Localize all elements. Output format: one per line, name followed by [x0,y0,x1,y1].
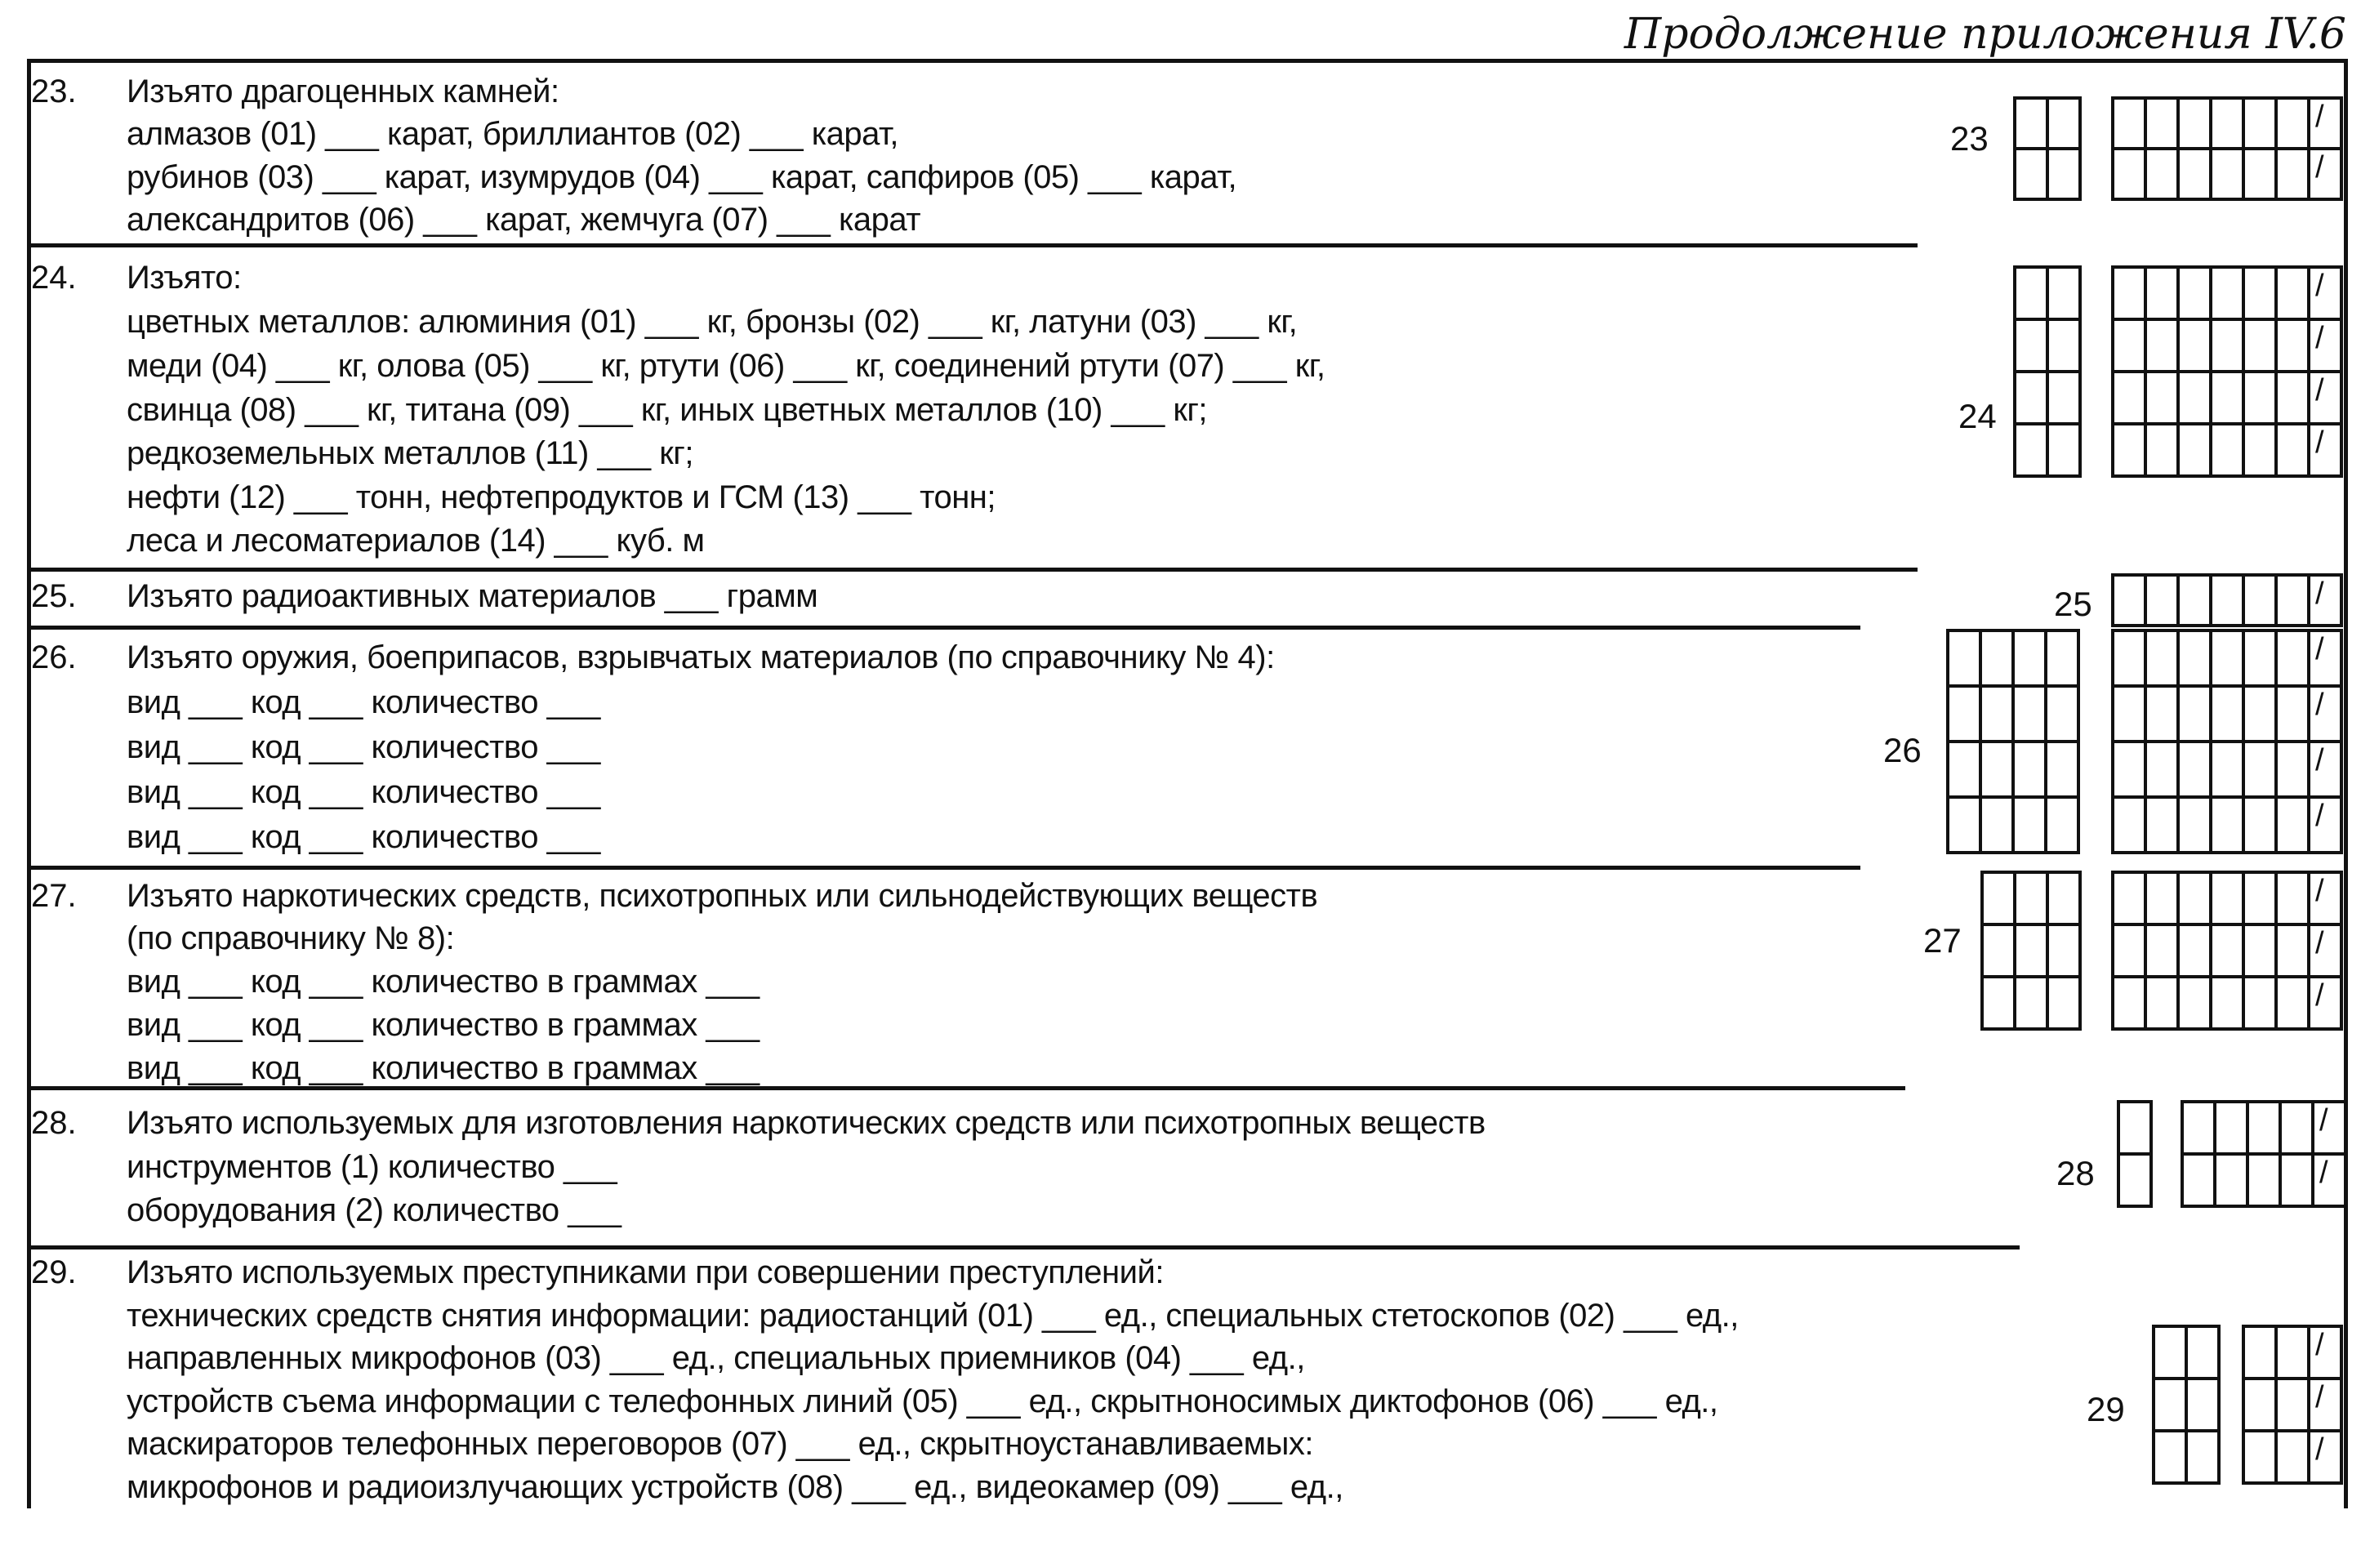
value-cell[interactable] [2180,874,2212,926]
section-line: устройств съема информации с телефонных линий (05) ___ ед., скрытноносимых диктофонов (06) ___ ед., [127,1383,1718,1419]
value-cell[interactable] [2114,100,2147,150]
code-cell[interactable] [2015,632,2047,688]
value-cell[interactable] [2212,321,2245,373]
separator-25-26 [27,626,1860,630]
section-number: 23. [31,74,77,109]
value-cell[interactable] [2147,688,2180,743]
value-cell[interactable] [2147,100,2180,150]
code-cell[interactable] [2016,926,2049,978]
frame-right-border [2344,59,2348,1508]
code-cell[interactable] [2016,100,2049,150]
section-line: редкоземельных металлов (11) ___ кг; [127,435,693,471]
code-cell[interactable] [2120,1156,2153,1208]
section-line: александритов (06) ___ карат, жемчуга (07) ___ карат [127,202,921,238]
code-grid-large [2111,265,2343,478]
value-cell[interactable] [2310,926,2343,978]
value-cell[interactable] [2114,373,2147,425]
section-line: микрофонов и радиоизлучающих устройств (08) ___ ед., видеокамер (09) ___ ед., [127,1469,1343,1505]
section-line: маскираторов телефонных переговоров (07) ___ ед., скрытноустанавливаемых: [127,1426,1314,1462]
value-cell[interactable] [2212,269,2245,321]
value-cell[interactable] [2184,1156,2216,1208]
code-cell[interactable] [1982,688,2015,743]
code-cell[interactable] [2120,1103,2153,1156]
value-cell[interactable] [2282,1156,2314,1208]
value-cell[interactable] [2114,632,2147,688]
value-cell[interactable] [2114,577,2147,627]
value-cell[interactable] [2245,100,2278,150]
value-cell[interactable] [2310,743,2343,799]
section-line: направленных микрофонов (03) ___ ед., специальных приемников (04) ___ ед., [127,1340,1305,1376]
code-grid-large [2181,1100,2347,1208]
code-cell[interactable] [2049,926,2082,978]
code-cell[interactable] [2016,874,2049,926]
code-cell[interactable] [1982,632,2015,688]
value-cell[interactable] [2245,373,2278,425]
value-cell[interactable] [2114,688,2147,743]
code-cell[interactable] [2016,425,2049,478]
value-cell[interactable] [2180,269,2212,321]
value-cell[interactable] [2278,978,2310,1031]
code-grid-small [2152,1325,2221,1485]
code-cell[interactable] [1984,978,2016,1031]
section-line: (по справочнику № 8): [127,920,455,956]
code-cell[interactable] [2049,373,2082,425]
section-line: вид ___ код ___ количество ___ [127,729,600,765]
value-cell[interactable] [2314,1103,2347,1156]
value-cell[interactable] [2212,577,2245,627]
code-cell[interactable] [2188,1328,2221,1380]
code-cell[interactable] [2155,1432,2188,1485]
value-cell[interactable] [2212,978,2245,1031]
value-cell[interactable] [2310,1432,2343,1485]
value-cell[interactable] [2245,799,2278,854]
section-line: Изъято оружия, боеприпасов, взрывчатых материалов (по справочнику № 4): [127,639,1275,675]
section-line: меди (04) ___ кг, олова (05) ___ кг, ртути (06) ___ кг, соединений ртути (07) ___ кг, [127,348,1325,384]
code-box-label: 25 [2054,585,2092,623]
section-line: Изъято радиоактивных материалов ___ грамм [127,578,818,614]
value-cell[interactable] [2216,1103,2249,1156]
value-cell[interactable] [2278,1432,2310,1485]
value-cell[interactable] [2314,1156,2347,1208]
code-cell[interactable] [2016,321,2049,373]
section-line: вид ___ код ___ количество в граммах ___ [127,1050,760,1086]
value-cell[interactable] [2245,978,2278,1031]
value-cell[interactable] [2212,926,2245,978]
section-number: 26. [31,639,77,675]
value-cell[interactable] [2278,100,2310,150]
frame-top-border [27,59,2348,63]
code-cell[interactable] [2049,425,2082,478]
code-box-label: 29 [2087,1390,2125,1428]
code-cell[interactable] [2047,688,2080,743]
section-number: 24. [31,260,77,296]
value-cell[interactable] [2245,1380,2278,1432]
value-cell[interactable] [2114,321,2147,373]
value-cell[interactable] [2245,269,2278,321]
code-grid-small [2117,1100,2153,1208]
code-cell[interactable] [2015,688,2047,743]
code-grid-large [2111,96,2343,201]
section-line: технических средств снятия информации: радиостанций (01) ___ ед., специальных стетоскопов (02) ___ ед., [127,1298,1739,1334]
section-number: 29. [31,1254,77,1290]
code-cell[interactable] [1982,799,2015,854]
value-cell[interactable] [2147,150,2180,201]
code-cell[interactable] [2188,1380,2221,1432]
code-cell[interactable] [2049,150,2082,201]
value-cell[interactable] [2249,1156,2282,1208]
code-grid-large [2111,871,2343,1031]
code-cell[interactable] [2049,978,2082,1031]
value-cell[interactable] [2180,100,2212,150]
code-cell[interactable] [1984,926,2016,978]
separator-24-25 [27,568,1918,572]
code-grid-large [2111,629,2343,854]
value-cell[interactable] [2147,269,2180,321]
value-cell[interactable] [2114,150,2147,201]
value-cell[interactable] [2212,688,2245,743]
value-cell[interactable] [2245,577,2278,627]
section-line: инструментов (1) количество ___ [127,1149,617,1185]
value-cell[interactable] [2278,425,2310,478]
section-line: цветных металлов: алюминия (01) ___ кг, бронзы (02) ___ кг, латуни (03) ___ кг, [127,304,1298,340]
code-cell[interactable] [2188,1432,2221,1485]
value-cell[interactable] [2278,926,2310,978]
value-cell[interactable] [2278,874,2310,926]
value-cell[interactable] [2212,425,2245,478]
value-cell[interactable] [2212,373,2245,425]
value-cell[interactable] [2114,926,2147,978]
code-cell[interactable] [1984,874,2016,926]
section-line: Изъято драгоценных камней: [127,74,559,109]
code-cell[interactable] [1949,632,1982,688]
value-cell[interactable] [2114,743,2147,799]
value-cell[interactable] [2180,425,2212,478]
value-cell[interactable] [2180,321,2212,373]
code-cell[interactable] [2049,269,2082,321]
value-cell[interactable] [2245,688,2278,743]
value-cell[interactable] [2310,799,2343,854]
code-cell[interactable] [1949,688,1982,743]
value-cell[interactable] [2245,150,2278,201]
value-cell[interactable] [2310,150,2343,201]
code-box-label: 28 [2056,1154,2095,1192]
section-number: 28. [31,1105,77,1141]
code-grid-small [2013,265,2082,478]
code-cell[interactable] [2047,632,2080,688]
value-cell[interactable] [2310,874,2343,926]
value-cell[interactable] [2278,1328,2310,1380]
value-cell[interactable] [2114,874,2147,926]
value-cell[interactable] [2278,269,2310,321]
code-grid-small [2013,96,2082,201]
value-cell[interactable] [2245,743,2278,799]
value-cell[interactable] [2278,373,2310,425]
code-cell[interactable] [2049,874,2082,926]
value-cell[interactable] [2278,321,2310,373]
value-cell[interactable] [2310,577,2343,627]
code-cell[interactable] [2016,373,2049,425]
section-line: вид ___ код ___ количество в граммах ___ [127,964,760,1000]
value-cell[interactable] [2278,577,2310,627]
value-cell[interactable] [2114,978,2147,1031]
value-cell[interactable] [2282,1103,2314,1156]
value-cell[interactable] [2180,978,2212,1031]
value-cell[interactable] [2180,926,2212,978]
value-cell[interactable] [2310,321,2343,373]
value-cell[interactable] [2310,1328,2343,1380]
separator-26-27 [27,866,1860,870]
value-cell[interactable] [2278,150,2310,201]
code-cell[interactable] [2015,799,2047,854]
code-cell[interactable] [2016,269,2049,321]
section-line: свинца (08) ___ кг, титана (09) ___ кг, иных цветных металлов (10) ___ кг; [127,392,1208,428]
code-cell[interactable] [2016,978,2049,1031]
value-cell[interactable] [2114,269,2147,321]
value-cell[interactable] [2245,926,2278,978]
value-cell[interactable] [2278,799,2310,854]
code-grid-small [1946,629,2080,854]
code-cell[interactable] [2047,799,2080,854]
value-cell[interactable] [2245,425,2278,478]
value-cell[interactable] [2310,100,2343,150]
value-cell[interactable] [2212,874,2245,926]
section-line: вид ___ код ___ количество ___ [127,774,600,810]
value-cell[interactable] [2212,743,2245,799]
value-cell[interactable] [2147,632,2180,688]
value-cell[interactable] [2245,632,2278,688]
code-cell[interactable] [2049,321,2082,373]
section-line: вид ___ код ___ количество ___ [127,819,600,855]
value-cell[interactable] [2245,321,2278,373]
value-cell[interactable] [2114,799,2147,854]
code-box-label: 27 [1923,921,1962,960]
code-cell[interactable] [2049,100,2082,150]
value-cell[interactable] [2180,373,2212,425]
value-cell[interactable] [2310,632,2343,688]
section-line: алмазов (01) ___ карат, бриллиантов (02) ___ карат, [127,116,899,152]
value-cell[interactable] [2310,269,2343,321]
section-line: Изъято используемых преступниками при совершении преступлений: [127,1254,1164,1290]
value-cell[interactable] [2180,688,2212,743]
value-cell[interactable] [2310,373,2343,425]
code-cell[interactable] [2155,1380,2188,1432]
code-cell[interactable] [2015,743,2047,799]
code-cell[interactable] [1949,799,1982,854]
section-line: рубинов (03) ___ карат, изумрудов (04) ___ карат, сапфиров (05) ___ карат, [127,159,1237,195]
section-number: 25. [31,578,77,614]
separator-28-29 [27,1245,2020,1250]
value-cell[interactable] [2147,926,2180,978]
value-cell[interactable] [2310,1380,2343,1432]
code-box-label: 24 [1958,397,1997,435]
section-line: Изъято: [127,260,242,296]
value-cell[interactable] [2147,799,2180,854]
value-cell[interactable] [2249,1103,2282,1156]
page-header: Продолжение приложения IV.6 [1624,10,2346,59]
code-grid-large [2242,1325,2343,1485]
value-cell[interactable] [2147,321,2180,373]
value-cell[interactable] [2245,1328,2278,1380]
value-cell[interactable] [2147,425,2180,478]
section-line: Изъято наркотических средств, психотропных или сильнодействующих веществ [127,878,1318,914]
value-cell[interactable] [2180,799,2212,854]
value-cell[interactable] [2147,978,2180,1031]
section-line: вид ___ код ___ количество в граммах ___ [127,1007,760,1043]
value-cell[interactable] [2212,632,2245,688]
value-cell[interactable] [2216,1156,2249,1208]
section-line: леса и лесоматериалов (14) ___ куб. м [127,523,705,559]
separator-23-24 [27,243,1918,247]
value-cell[interactable] [2212,150,2245,201]
section-line: Изъято используемых для изготовления наркотических средств или психотропных веществ [127,1105,1486,1141]
value-cell[interactable] [2278,632,2310,688]
value-cell[interactable] [2147,743,2180,799]
value-cell[interactable] [2147,577,2180,627]
section-line: вид ___ код ___ количество ___ [127,684,600,720]
code-cell[interactable] [1982,743,2015,799]
value-cell[interactable] [2278,743,2310,799]
value-cell[interactable] [2310,688,2343,743]
value-cell[interactable] [2310,978,2343,1031]
code-cell[interactable] [2155,1328,2188,1380]
value-cell[interactable] [2278,1380,2310,1432]
value-cell[interactable] [2180,577,2212,627]
value-cell[interactable] [2147,373,2180,425]
value-cell[interactable] [2180,743,2212,799]
value-cell[interactable] [2180,632,2212,688]
value-cell[interactable] [2245,1432,2278,1485]
value-cell[interactable] [2180,150,2212,201]
value-cell[interactable] [2245,874,2278,926]
code-box-label: 26 [1883,731,1922,769]
code-cell[interactable] [2016,150,2049,201]
value-cell[interactable] [2278,688,2310,743]
value-cell[interactable] [2147,874,2180,926]
value-cell[interactable] [2184,1103,2216,1156]
value-cell[interactable] [2212,799,2245,854]
value-cell[interactable] [2212,100,2245,150]
code-grid-large [2111,573,2343,627]
value-cell[interactable] [2114,425,2147,478]
code-cell[interactable] [1949,743,1982,799]
section-number: 27. [31,878,77,914]
code-box-label: 23 [1950,119,1989,158]
section-line: оборудования (2) количество ___ [127,1192,621,1228]
code-grid-small [1980,871,2082,1031]
section-line: нефти (12) ___ тонн, нефтепродуктов и ГСМ (13) ___ тонн; [127,479,996,515]
code-cell[interactable] [2047,743,2080,799]
value-cell[interactable] [2310,425,2343,478]
